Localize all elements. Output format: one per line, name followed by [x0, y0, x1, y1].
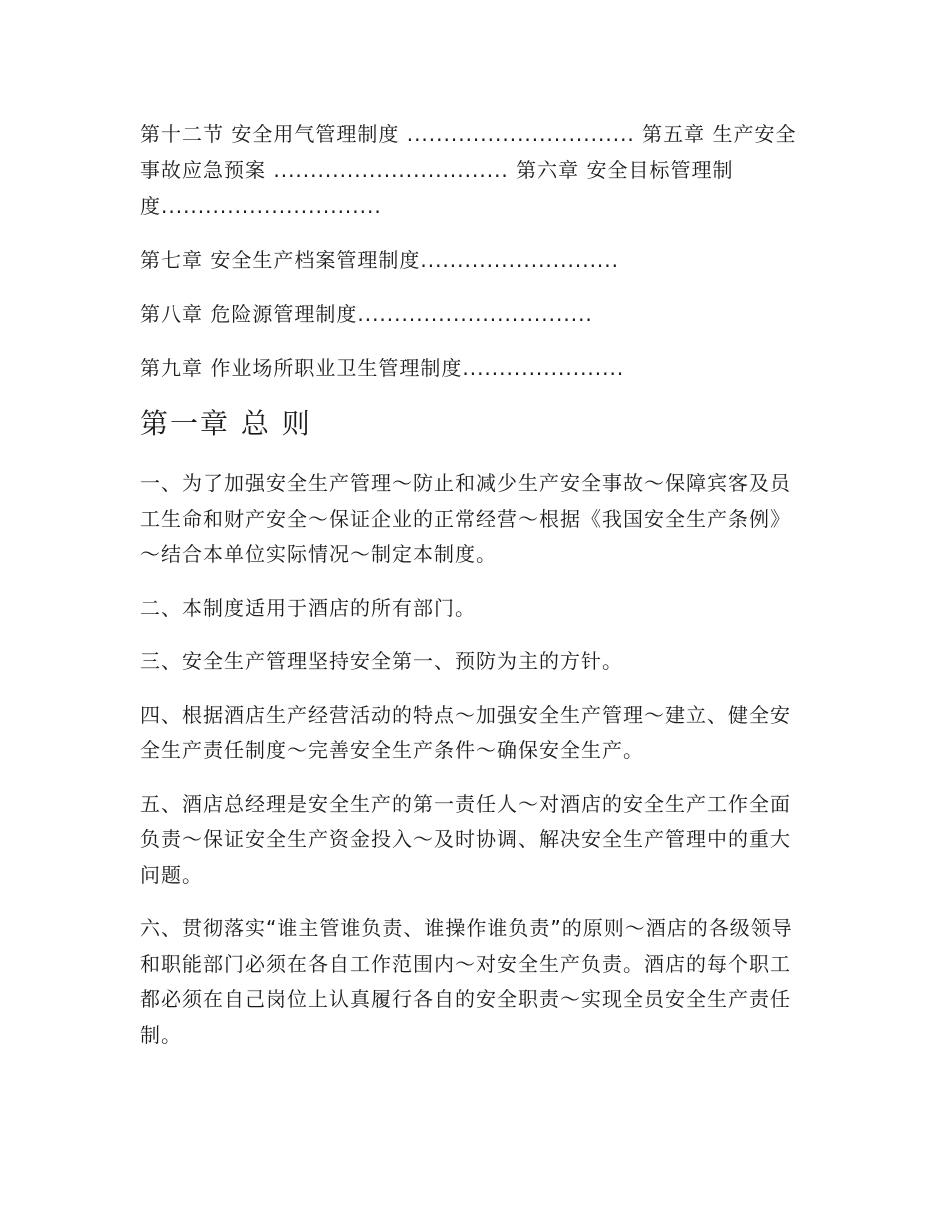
- toc-entry-block: 第十二节 安全用气管理制度 ............................... 第五章 生产安全事故应急预案 ................................ 第六章 安全目标管理制度..............................: [140, 122, 797, 218]
- paragraph-1: 一、为了加强安全生产管理～防止和减少生产安全事故～保障宾客及员工生命和财产安全～保证企业的正常经营～根据《我国安全生产条例》～结合本单位实际情况～制定本制度。: [140, 471, 791, 566]
- paragraph-6: 六、贯彻落实“谁主管谁负责、谁操作谁负责”的原则～酒店的各级领导和职能部门必须在各自工作范围内～对安全生产负责。酒店的每个职工都必须在自己岗位上认真履行各自的安全职责～实现全员安全生产责任制。: [140, 916, 793, 1047]
- paragraph-3: 三、安全生产管理坚持安全第一、预防为主的方针。: [140, 649, 623, 673]
- toc-entry-chapter-9: 第九章 作业场所职业卫生管理制度......................: [140, 356, 625, 380]
- document-content: [140, 116, 808, 1071]
- toc-entry-chapter-8: 第八章 危险源管理制度................................: [140, 302, 593, 326]
- paragraph-2: 二、本制度适用于酒店的所有部门。: [140, 595, 476, 620]
- paragraph-5: 五、酒店总经理是安全生产的第一责任人～对酒店的安全生产工作全面负责～保证安全生产资金投入～及时协调、解决安全生产管理中的重大问题。: [140, 791, 791, 887]
- toc-entry-chapter-7: 第七章 安全生产档案管理制度...........................: [140, 248, 620, 272]
- paragraph-4: 四、根据酒店生产经营活动的特点～加强安全生产管理～建立、健全安全生产责任制度～完善安全生产条件～确保安全生产。: [140, 702, 791, 762]
- chapter-heading: 第一章 总 则: [140, 407, 312, 440]
